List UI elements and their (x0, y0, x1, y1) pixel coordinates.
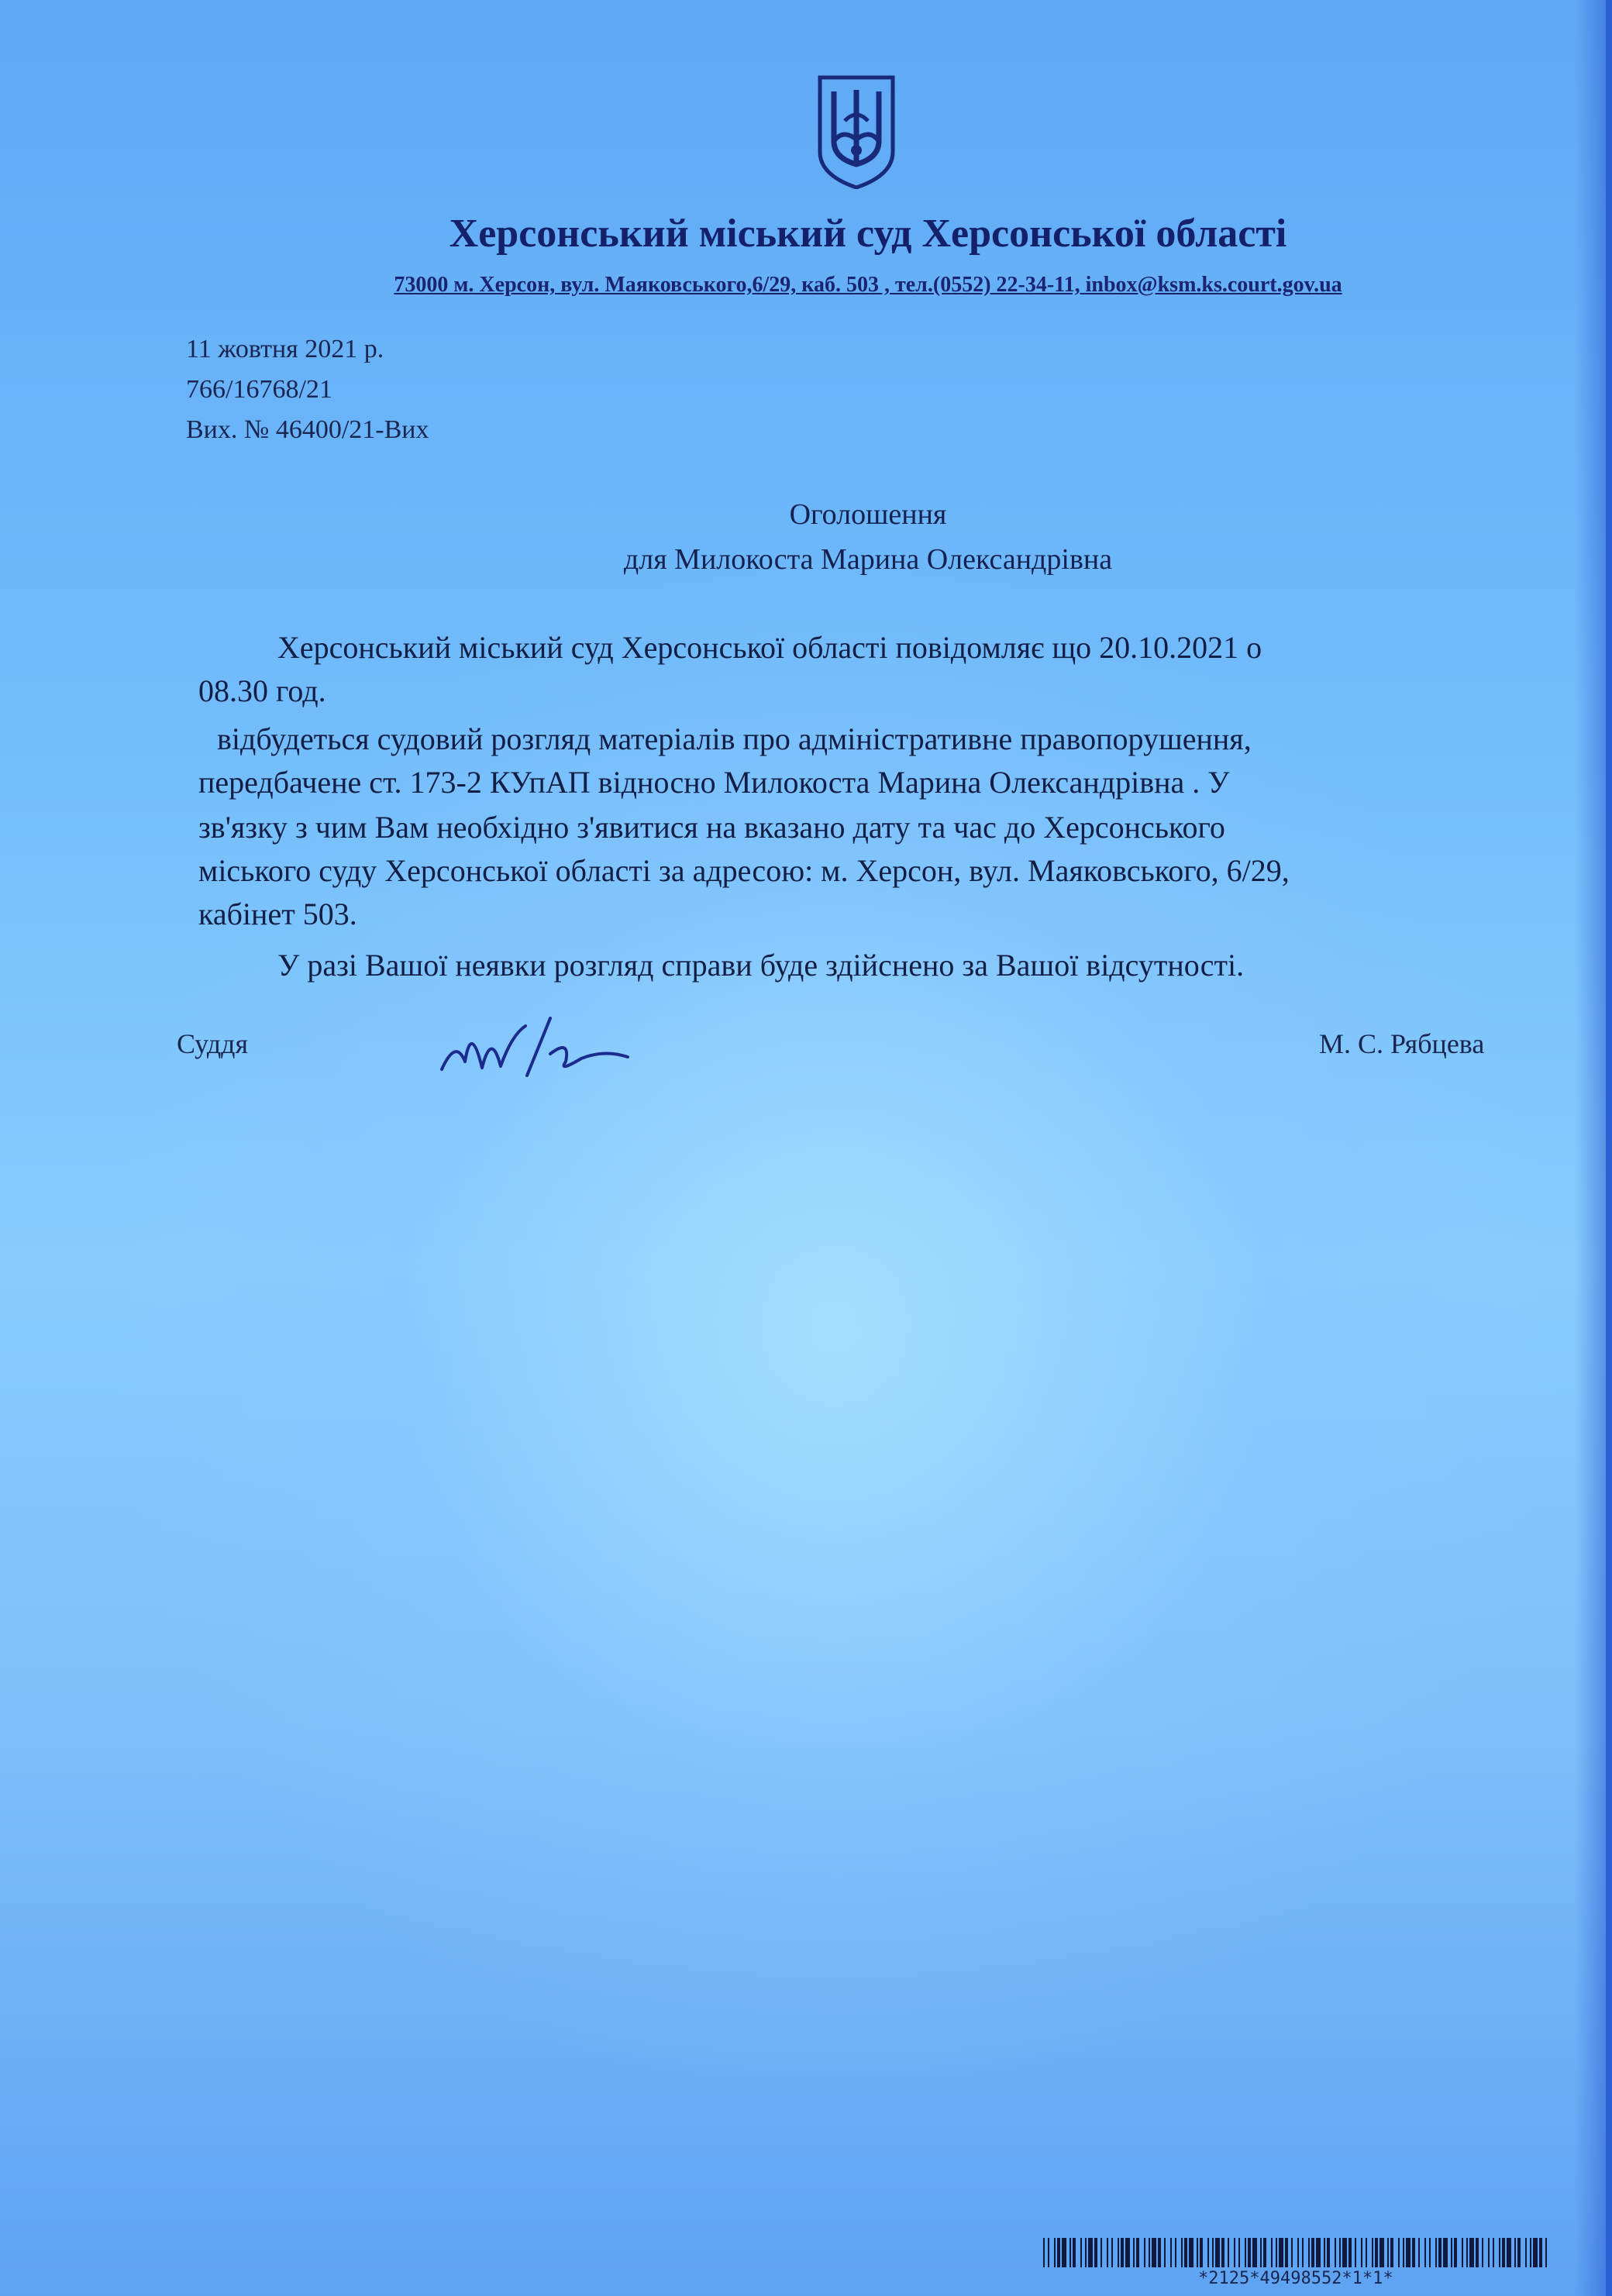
handwritten-signature-icon (434, 1007, 636, 1100)
signatory-role: Суддя (177, 1028, 249, 1059)
signatory-name: М. С. Рябцева (1319, 1028, 1485, 1059)
body-line: міського суду Херсонської області за адресою: м. Херсон, вул. Маяковського, 6/29, (198, 853, 1290, 888)
notice-addressee: для Милокоста Марина Олександрівна (623, 543, 1113, 576)
barcode-text: *2125*49498552*1*1* (1198, 2269, 1393, 2288)
body-line: кабінет 503. (198, 897, 357, 931)
body-line: відбудеться судовий розгляд матеріалів про адміністративне правопорушення, (217, 721, 1252, 756)
body-line: передбачене ст. 173-2 КУпАП відносно Милокоста Марина Олександрівна . У (198, 765, 1230, 800)
notice-title: Оголошення (789, 498, 947, 531)
body-line: У разі Вашої неявки розгляд справи буде здійснено за Вашої відсутності. (277, 948, 1245, 983)
court-address-line: 73000 м. Херсон, вул. Маяковського,6/29, каб. 503 , тел.(0552) 22-34-11, inbox@ksm.ks.court.gov.ua (394, 273, 1342, 297)
trident-emblem-icon (815, 74, 897, 189)
barcode-icon (1043, 2238, 1548, 2267)
body-line: зв'язку з чим Вам необхідно з'явитися на вказано дату та час до Херсонського (198, 810, 1225, 845)
document-date: 11 жовтня 2021 р. (186, 335, 384, 363)
case-number: 766/16768/21 (186, 375, 332, 404)
court-name-heading: Херсонський міський суд Херсонської області (449, 212, 1287, 256)
outgoing-number: Вих. № 46400/21-Вих (186, 415, 429, 444)
body-line: Херсонський міський суд Херсонської області повідомляє що 20.10.2021 о (277, 630, 1262, 665)
body-line: 08.30 год. (198, 673, 326, 708)
